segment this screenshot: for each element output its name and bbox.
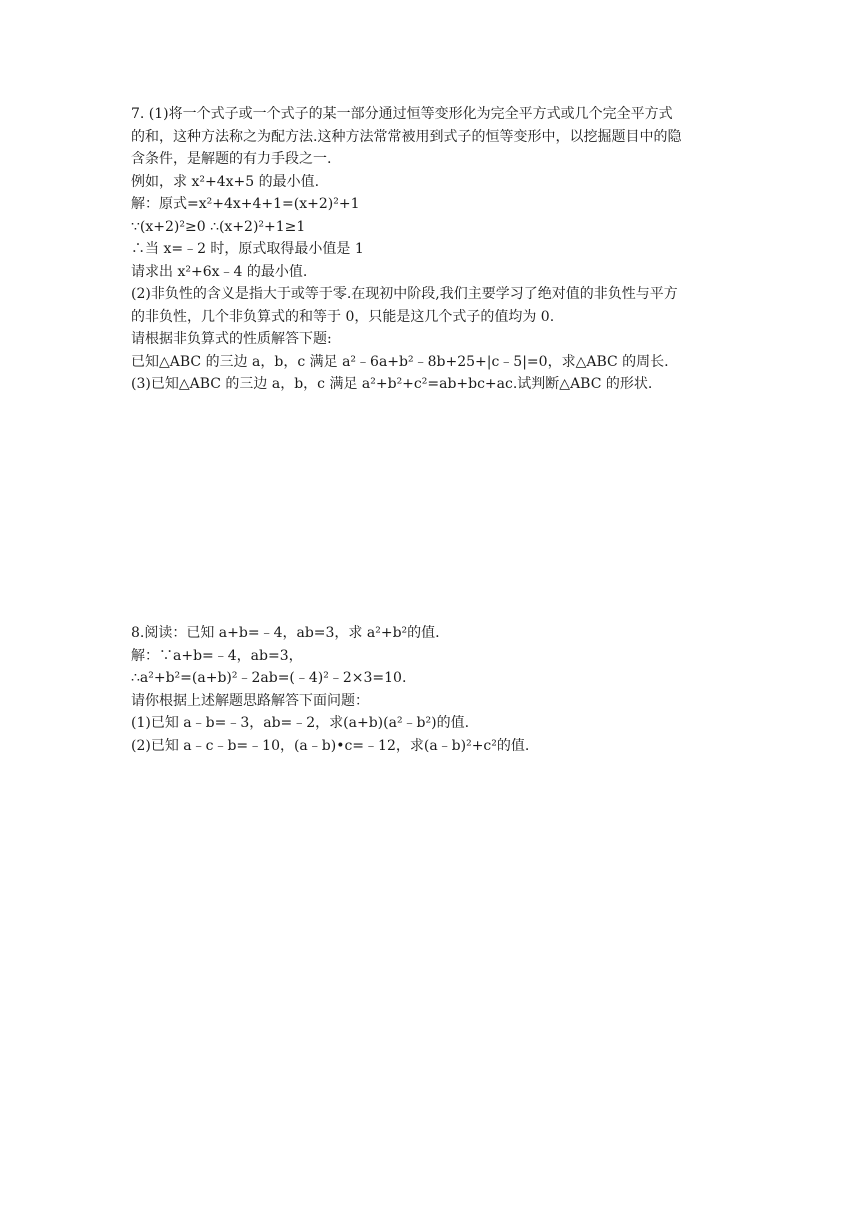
question-7 [131, 103, 731, 396]
text-line: 的和，这种方法称之为配方法.这种方法常常被用到式子的恒等变形中，以挖掘题目中的隐 [131, 128, 682, 145]
text-line: 例如，求 x²+4x+5 的最小值. [131, 173, 320, 190]
text-line: (2)已知 a﹣c﹣b=﹣10，(a﹣b)•c=﹣12，求(a﹣b)²+c²的值. [131, 737, 530, 754]
text-line: ∵(x+2)²≥0 ∴(x+2)²+1≥1 [131, 218, 306, 235]
text-line: 请你根据上述解题思路解答下面问题： [131, 692, 369, 709]
text-line: 已知△ABC 的三边 a，b，c 满足 a²﹣6a+b²﹣8b+25+|c﹣5|=0，求△ABC 的周长. [131, 353, 669, 370]
text-line: 的非负性，几个非负算式的和等于 0，只能是这几个式子的值均为 0. [131, 308, 555, 325]
text-line: (2)非负性的含义是指大于或等于零.在现初中阶段,我们主要学习了绝对值的非负性与平方 [131, 286, 678, 302]
text-line: 含条件，是解题的有力手段之一. [131, 151, 332, 167]
text-line: (1)已知 a﹣b=﹣3，ab=﹣2，求(a+b)(a²﹣b²)的值. [131, 715, 470, 731]
text-line: 请求出 x²+6x﹣4 的最小值. [131, 263, 308, 280]
text-line: 8.阅读：已知 a+b=﹣4，ab=3，求 a²+b²的值. [131, 625, 440, 641]
question-8 [131, 622, 731, 757]
text-line: 请根据非负算式的性质解答下题: [131, 331, 332, 347]
text-line: 7. (1)将一个式子或一个式子的某一部分通过恒等变形化为完全平方式或几个完全平方式 [131, 106, 673, 122]
text-line: 解：原式=x²+4x+4+1=(x+2)²+1 [131, 196, 360, 212]
text-line: ∴a²+b²=(a+b)²﹣2ab=(﹣4)²﹣2×3=10. [131, 670, 407, 686]
text-line: (3)已知△ABC 的三边 a，b，c 满足 a²+b²+c²=ab+bc+ac.试判断△ABC 的形状. [131, 376, 653, 392]
text-line: 解：∵a+b=﹣4，ab=3， [131, 647, 303, 664]
text-line: ∴当 x=﹣2 时，原式取得最小值是 1 [131, 241, 364, 257]
